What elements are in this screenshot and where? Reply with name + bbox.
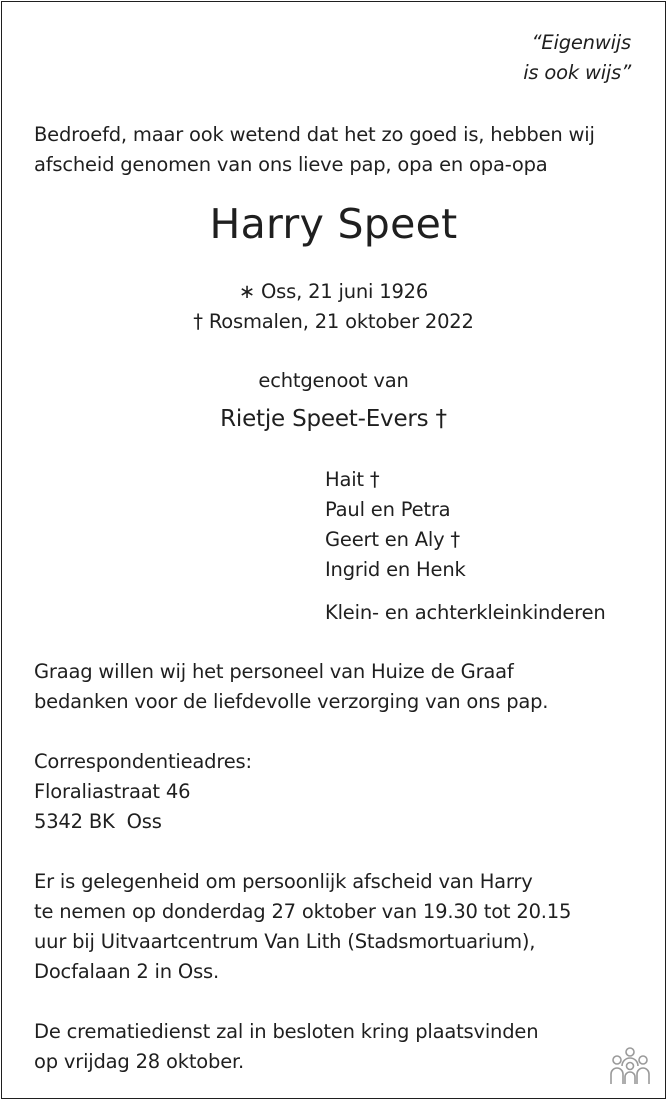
visitation-text (34, 867, 571, 987)
list-item: Geert en Aly † (325, 528, 460, 551)
address-label: Correspondentieadres: (34, 750, 252, 773)
motto (471, 28, 631, 88)
birth-date: ∗ Oss, 21 juni 1926 (238, 280, 429, 303)
list-item: Ingrid en Henk (325, 558, 466, 581)
address-city: 5342 BK Oss (34, 810, 162, 833)
motto-line: “Eigenwijs (531, 31, 631, 54)
visitation-line: te nemen op donderdag 27 oktober van 19.30 tot 20.15 (34, 900, 572, 923)
thanks-line: bedanken voor de liefdevolle verzorging van ons pap. (34, 690, 549, 713)
list-item: Hait † (325, 468, 380, 491)
deceased-name: Harry Speet (209, 200, 458, 248)
people-group-icon (607, 1046, 653, 1086)
spouse-intro: echtgenoot van (258, 369, 409, 392)
service-line: De crematiedienst zal in besloten kring plaatsvinden (34, 1020, 539, 1043)
motto-line: is ook wijs” (523, 61, 631, 84)
intro-text (34, 120, 595, 180)
service-text (34, 1017, 538, 1077)
intro-line: Bedroefd, maar ook wetend dat het zo goed is, hebben wij (34, 123, 595, 146)
grandchildren: Klein- en achterkleinkinderen (325, 601, 606, 624)
intro-line: afscheid genomen van ons lieve pap, opa en opa-opa (34, 153, 548, 176)
visitation-line: Er is gelegenheid om persoonlijk afscheid van Harry (34, 870, 533, 893)
address-street: Floraliastraat 46 (34, 780, 191, 803)
visitation-line: uur bij Uitvaartcentrum Van Lith (Stadsmortuarium), (34, 930, 536, 953)
children-list (325, 465, 466, 585)
visitation-line: Docfalaan 2 in Oss. (34, 960, 220, 983)
service-line: op vrijdag 28 oktober. (34, 1050, 245, 1073)
thanks-line: Graag willen wij het personeel van Huize de Graaf (34, 660, 514, 683)
correspondence-address (34, 747, 252, 837)
spouse-name: Rietje Speet-Evers † (220, 406, 447, 432)
obituary-card (1, 1, 666, 1099)
list-item: Paul en Petra (325, 498, 451, 521)
thanks-text (34, 657, 548, 717)
death-date: † Rosmalen, 21 oktober 2022 (193, 310, 474, 333)
life-dates (2, 277, 665, 337)
